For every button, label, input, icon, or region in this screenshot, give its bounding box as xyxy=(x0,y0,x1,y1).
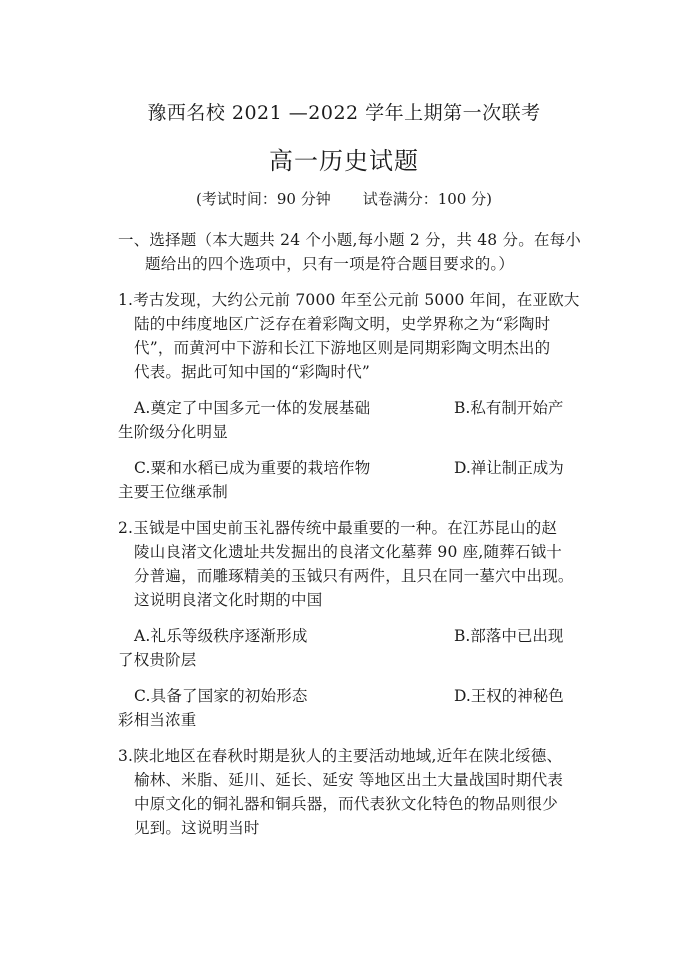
section-instruction-line-1: 一、选择题（本大题共 24 个小题,每小题 2 分，共 48 分。在每小 xyxy=(118,231,581,249)
q2-option-b-cont: 了权贵阶层 xyxy=(118,651,197,669)
section-instruction-line-2: 题给出的四个选项中，只有一项是符合题目要求的。） xyxy=(145,255,515,273)
q1-stem-line-1: 1.考古发现，大约公元前 7000 年至公元前 5000 年间，在亚欧大 xyxy=(118,291,580,309)
q1-option-d-cont: 主要王位继承制 xyxy=(118,483,228,501)
q1-stem-line-2: 陆的中纬度地区广泛存在着彩陶文明，史学界称之为“彩陶时 xyxy=(134,315,551,333)
q2-option-a: A.礼乐等级秩序逐渐形成 xyxy=(134,627,308,645)
q3-stem-line-2: 榆林、米脂、延川、延长、延安 等地区出土大量战国时期代表 xyxy=(134,771,564,789)
q2-stem-line-2: 陵山良渚文化遗址共发掘出的良渚文化墓葬 90 座,随葬石钺十 xyxy=(134,543,563,561)
exam-score: 试卷满分：100 分) xyxy=(362,190,492,208)
q2-stem-line-4: 这说明良渚文化时期的中国 xyxy=(134,591,323,609)
subject-title: 高一历史试题 xyxy=(269,147,419,175)
q1-stem-line-4: 代表。据此可知中国的“彩陶时代” xyxy=(134,363,371,381)
q3-stem-line-3: 中原文化的铜礼器和铜兵器，而代表狄文化特色的物品则很少 xyxy=(134,795,558,813)
q1-stem-line-3: 代”，而黄河中下游和长江下游地区则是同期彩陶文明杰出的 xyxy=(134,339,551,357)
q3-stem-line-1: 3.陕北地区在春秋时期是狄人的主要活动地域,近年在陕北绥德、 xyxy=(118,747,563,765)
q2-option-d: D.王权的神秘色 xyxy=(454,687,564,705)
q2-option-c: C.具备了国家的初始形态 xyxy=(134,687,308,705)
q3-stem-line-4: 见到。这说明当时 xyxy=(134,819,260,837)
q2-stem-line-1: 2.玉钺是中国史前玉礼器传统中最重要的一种。在江苏昆山的赵 xyxy=(118,519,558,537)
q2-option-d-cont: 彩相当浓重 xyxy=(118,711,197,729)
exam-time: (考试时间：90 分钟 xyxy=(196,190,331,208)
q1-option-d: D.禅让制正成为 xyxy=(454,459,564,477)
exam-info xyxy=(0,188,688,209)
q1-option-a: A.奠定了中国多元一体的发展基础 xyxy=(134,399,371,417)
q1-option-c: C.粟和水稻已成为重要的栽培作物 xyxy=(134,459,371,477)
q1-option-b: B.私有制开始产 xyxy=(454,399,564,417)
q2-option-b: B.部落中已出现 xyxy=(454,627,564,645)
q1-option-b-cont: 生阶级分化明显 xyxy=(118,423,228,441)
exam-title: 豫西名校 2021 —2022 学年上期第一次联考 xyxy=(147,102,541,124)
q2-stem-line-3: 分普遍，而雕琢精美的玉钺只有两件，且只在同一墓穴中出现。 xyxy=(134,567,574,585)
